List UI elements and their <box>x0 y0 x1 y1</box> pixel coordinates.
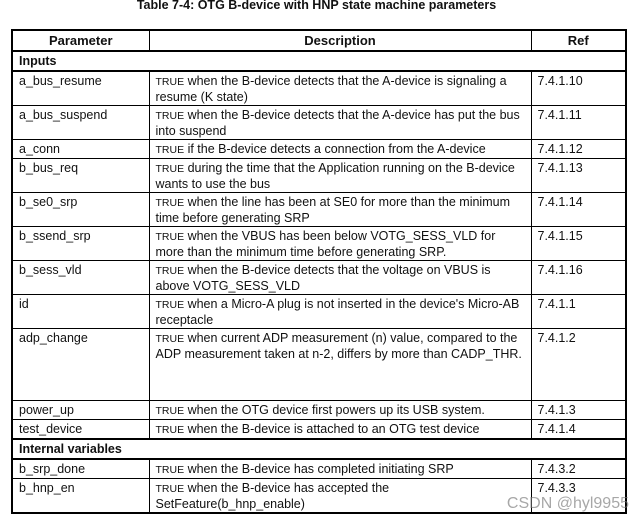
true-keyword: TRUE <box>155 265 185 277</box>
true-keyword: TRUE <box>155 231 185 243</box>
table-row <box>12 420 626 440</box>
description-text: when the B-device is attached to an OTG test device <box>187 422 480 436</box>
true-keyword: TRUE <box>155 299 185 311</box>
param-cell: test_device <box>12 420 149 440</box>
description-text: when current ADP measurement (n) value, compared to the ADP measurement taken at n-2, differs by more than CADP_THR. <box>155 331 522 361</box>
table-row <box>12 261 626 295</box>
true-keyword: TRUE <box>155 424 185 436</box>
section-label: Inputs <box>12 51 626 71</box>
header-parameter: Parameter <box>12 30 149 51</box>
true-keyword: TRUE <box>155 110 185 122</box>
ref-cell: 7.4.1.15 <box>531 227 626 261</box>
description-cell <box>149 106 531 140</box>
ref-cell: 7.4.3.2 <box>531 459 626 479</box>
description-text: when the B-device detects that the voltage on VBUS is above VOTG_SESS_VLD <box>155 263 491 293</box>
description-cell <box>149 159 531 193</box>
param-cell: b_ssend_srp <box>12 227 149 261</box>
ref-cell: 7.4.1.11 <box>531 106 626 140</box>
watermark: CSDN @hyl9955 <box>506 495 629 512</box>
description-text: when the VBUS has been below VOTG_SESS_VLD for more than the minimum time before generating SRP. <box>155 229 496 259</box>
description-cell <box>149 459 531 479</box>
description-text: when the B-device detects that the A-device has put the bus into suspend <box>155 108 520 138</box>
param-cell: b_bus_req <box>12 159 149 193</box>
parameters-table <box>11 29 627 514</box>
param-cell: power_up <box>12 401 149 420</box>
ref-cell: 7.4.3.3 <box>531 479 626 514</box>
section-row <box>12 51 626 71</box>
description-cell <box>149 261 531 295</box>
true-keyword: TRUE <box>155 405 185 417</box>
ref-cell: 7.4.1.4 <box>531 420 626 440</box>
table-row <box>12 295 626 329</box>
ref-cell: 7.4.1.16 <box>531 261 626 295</box>
param-cell: a_conn <box>12 140 149 159</box>
table-row <box>12 159 626 193</box>
table-row <box>12 106 626 140</box>
ref-cell: 7.4.1.1 <box>531 295 626 329</box>
ref-cell: 7.4.1.10 <box>531 71 626 106</box>
section-label: Internal variables <box>12 439 626 459</box>
description-text: during the time that the Application running on the B-device wants to use the bus <box>155 161 515 191</box>
param-cell: b_se0_srp <box>12 193 149 227</box>
table-row <box>12 227 626 261</box>
description-text: when the line has been at SE0 for more than the minimum time before generating SRP <box>155 195 510 225</box>
description-text: when the B-device has completed initiating SRP <box>187 462 454 476</box>
table-title: Table 7-4: OTG B-device with HNP state machine parameters <box>136 0 497 12</box>
true-keyword: TRUE <box>155 163 185 175</box>
description-cell <box>149 329 531 401</box>
true-keyword: TRUE <box>155 197 185 209</box>
header-ref: Ref <box>531 30 626 51</box>
param-cell: a_bus_resume <box>12 71 149 106</box>
table-header-row <box>12 30 626 51</box>
description-text: when the B-device has accepted the SetFeature(b_hnp_enable) <box>155 481 390 511</box>
table-row <box>12 71 626 106</box>
param-cell: a_bus_suspend <box>12 106 149 140</box>
description-cell <box>149 479 531 514</box>
ref-cell: 7.4.1.2 <box>531 329 626 401</box>
ref-cell: 7.4.1.13 <box>531 159 626 193</box>
param-cell: b_hnp_en <box>12 479 149 514</box>
header-description: Description <box>149 30 531 51</box>
description-cell <box>149 227 531 261</box>
ref-cell: 7.4.1.14 <box>531 193 626 227</box>
true-keyword: TRUE <box>155 464 185 476</box>
description-text: when a Micro-A plug is not inserted in the device's Micro-AB receptacle <box>155 297 520 327</box>
true-keyword: TRUE <box>155 483 185 495</box>
param-cell: b_sess_vld <box>12 261 149 295</box>
description-cell <box>149 401 531 420</box>
param-cell: adp_change <box>12 329 149 401</box>
table-row <box>12 459 626 479</box>
true-keyword: TRUE <box>155 333 185 345</box>
description-cell <box>149 71 531 106</box>
section-row <box>12 439 626 459</box>
ref-cell: 7.4.1.3 <box>531 401 626 420</box>
table-row <box>12 193 626 227</box>
description-text: if the B-device detects a connection from the A-device <box>187 142 486 156</box>
true-keyword: TRUE <box>155 76 185 88</box>
description-cell <box>149 193 531 227</box>
description-cell <box>149 140 531 159</box>
table-row <box>12 401 626 420</box>
description-cell <box>149 295 531 329</box>
table-row <box>12 329 626 401</box>
description-text: when the OTG device first powers up its USB system. <box>187 403 485 417</box>
description-cell <box>149 420 531 440</box>
description-text: when the B-device detects that the A-device is signaling a resume (K state) <box>155 74 507 104</box>
param-cell: id <box>12 295 149 329</box>
param-cell: b_srp_done <box>12 459 149 479</box>
ref-cell: 7.4.1.12 <box>531 140 626 159</box>
true-keyword: TRUE <box>155 144 185 156</box>
table-row <box>12 140 626 159</box>
